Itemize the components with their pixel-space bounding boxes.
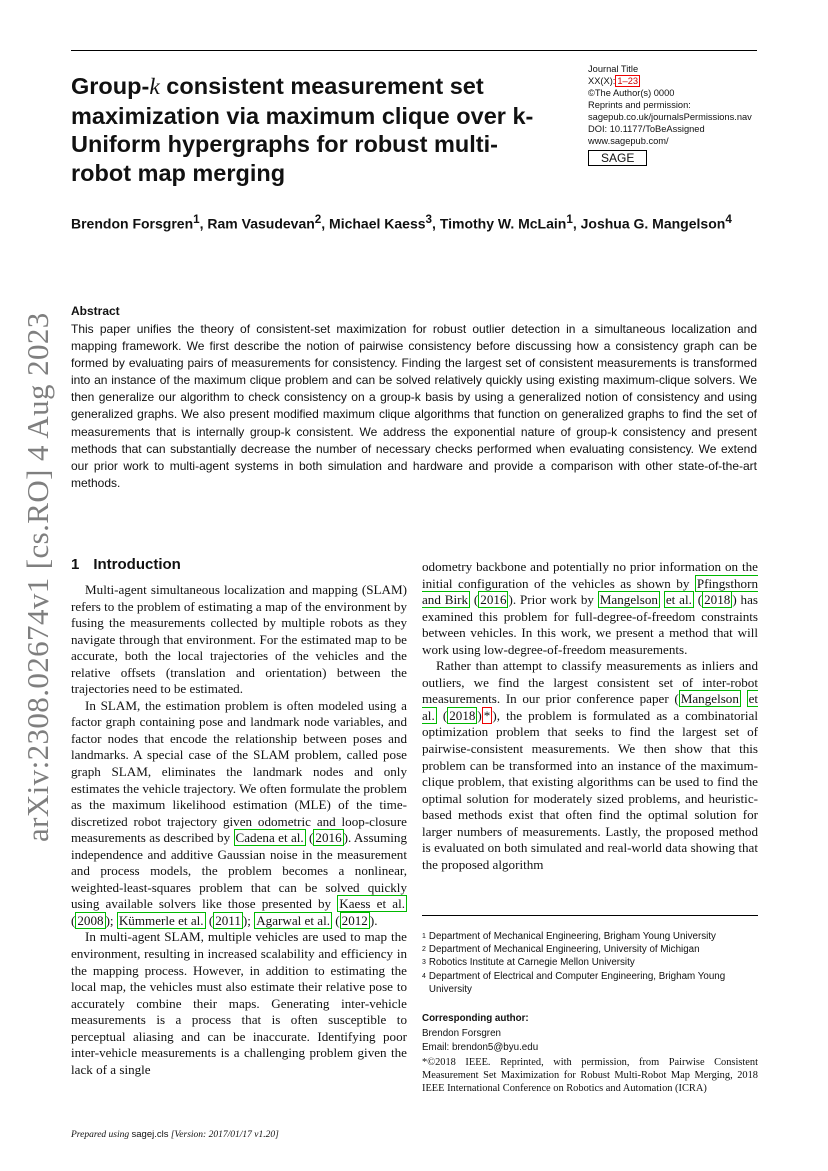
section-heading: 1 Introduction: [71, 556, 181, 573]
author-affiliation-mark: 1: [193, 213, 200, 226]
citation-year-link[interactable]: 2012: [341, 912, 368, 928]
footnote-rule: [422, 915, 758, 916]
citation-link[interactable]: Mangelson: [599, 592, 658, 608]
author-name: Timothy W. McLain: [439, 215, 567, 232]
journal-reprints: Reprints and permission:: [588, 100, 691, 110]
author-affiliation-mark: 1: [566, 213, 573, 226]
journal-info: [588, 63, 768, 166]
footnote-item: 3 Robotics Institute at Carnegie Mellon University: [422, 957, 635, 969]
citation-link[interactable]: Kaess et al.: [339, 896, 405, 912]
page-range-link[interactable]: 1–23: [617, 76, 639, 86]
prepared-using-footer: Prepared using sagej.cls [Version: 2017/01/17 v1.20]: [71, 1129, 279, 1140]
corresponding-email: Email: brendon5@byu.edu: [422, 1042, 539, 1053]
paper-title: Group-k consistent measurement set maximization via maximum clique over k-Uniform hypergraphs for robust multi-robot map merging: [71, 73, 534, 186]
journal-doi: DOI: 10.1177/ToBeAssigned: [588, 124, 705, 134]
author-name: Joshua G. Mangelson: [580, 215, 726, 232]
column-left: [71, 582, 407, 1078]
citation-link[interactable]: et al.: [422, 691, 759, 723]
paragraph: In SLAM, the estimation problem is often modeled using a factor graph containing pose and landmark node variables, and factor nodes that encode the relationship between poses and landmarks. A special case of the SLAM problem, called pose graph SLAM, eliminates the landmark nodes and only estimates the vehicle trajectory. We often formulate the problem as the maximum likelihood estimation (MLE) of the time-discretized robot trajectory given odometric and loop-closure measurements as described by Cadena et al. ( 2016 ). Assuming independence and additive Gaussian noise in the measurement and process models, the problem becomes a nonlinear, weighted-least-squares problem that can be solved quickly using available solvers like those presented by Kaess et al. ( 2008 ); Kümmerle et al. ( 2011 ); Agarwal et al. ( 2012 ).: [71, 697, 408, 928]
abstract-text: This paper unifies the theory of consistent-set maximization for robust outlier detection in a simultaneous localization and mapping framework. We first describe the notion of pairwise consistency before discussing how a consistency graph can be formed by evaluating pairs of measurements for consistency. Finding the largest set of consistent measurements is transformed into an instance of the maximum clique problem and can be solved relatively quickly using existing maximum-clique solvers. We then generalize our algorithm to check consistency on a group-k basis by using a generalized notion of consistency and using generalized graphs. We also present modified maximum clique algorithms that function on generalized graphs to find the set of measurements that is internally group-k consistent. We address the exponential nature of group-k consistency and present methods that can substantially decrease the number of necessary checks performed when evaluating consistency. We extend our prior work to multi-agent systems in both simulation and hardware and provide a comparison with other state-of-the-art methods.: [71, 322, 757, 490]
paragraph: Rather than attempt to classify measurements as inliers and outliers, we find the largest consistent set of inter-robot measurements. In our prior conference paper ( Mangelson et al. ( 2018 ) * ), the problem is formulated as a combinatorial optimization problem that seeks to find the largest set of pairwise-consistent measurements. We then show that this problem can be transformed into an instance of the maximum-clique problem, that existing algorithms can be used to find the optimal solution for moderately sized problems, and heuristic-based methods exist that often find the optimal solution for larger numbers of measurements. Lastly, the proposed method is evaluated on both simulated and real-world data showing that the proposed algorithm: [422, 658, 759, 872]
citation-year-link[interactable]: 2016: [315, 830, 342, 846]
citation-link[interactable]: Pfingsthorn and Birk: [422, 575, 758, 608]
paragraph: In multi-agent SLAM, multiple vehicles are used to map the environment, resulting in increased scalability and efficiency in the mapping process. However, in addition to estimating the local map, the vehicles must also estimate their relative pose to accurately combine their maps. Generating inter-vehicle measurements is a process that is often susceptible to perceptual aliasing and can be inaccurate. Identifying poor inter-vehicle measurements is a challenging problem given the lack of a single: [71, 929, 407, 1077]
footnote-item: 4 Department of Electrical and Computer Engineering, Brigham Young University: [422, 970, 726, 995]
arxiv-side-stamp: arXiv:2308.02674v1 [cs.RO] 4 Aug 2023: [20, 312, 55, 842]
footnotes: [422, 930, 758, 996]
citation-link[interactable]: Kümmerle et al.: [118, 912, 204, 928]
citation-link[interactable]: Mangelson: [680, 691, 739, 707]
abstract-heading: Abstract: [71, 304, 120, 318]
citation-year-link[interactable]: 2016: [480, 592, 507, 608]
citation-link[interactable]: Agarwal et al.: [256, 912, 330, 928]
citation-year-link[interactable]: 2011: [215, 912, 241, 928]
author-name: Brendon Forsgren: [71, 215, 194, 232]
footnote-item: 1 Department of Mechanical Engineering, Brigham Young University: [422, 931, 716, 942]
citation-link[interactable]: Cadena et al.: [235, 830, 304, 846]
author-list: Brendon Forsgren$^1$, Ram Vasudevan$^2$, Michael Kaess$^3$, Timothy W. McLain$^1$, Joshua G. Mangelson$^4$: [71, 213, 732, 232]
citation-link[interactable]: et al.: [665, 592, 692, 608]
author-affiliation-mark: 2: [314, 213, 322, 226]
header-rule: [71, 50, 757, 51]
author-affiliation-mark: 4: [725, 213, 732, 226]
journal-website: www.sagepub.com/: [588, 136, 669, 146]
corresponding-author: [422, 1012, 758, 1056]
citation-year-link[interactable]: 2018: [449, 707, 476, 723]
journal-title: Journal Title: [588, 64, 639, 74]
journal-volume: XX(X): 1–23: [588, 76, 639, 86]
citation-year-link[interactable]: 2008: [77, 912, 104, 928]
corresponding-name: Brendon Forsgren: [422, 1027, 501, 1039]
author-name: Ram Vasudevan: [207, 215, 315, 232]
author-affiliation-mark: 3: [425, 213, 433, 226]
copyright-notice: *©2018 IEEE. Reprinted, with permission, from Pairwise Consistent Measurement Set Maximization for Robust Multi-Robot Map Merging, 2018 IEEE International Conference on Robotics and Automation (ICRA): [422, 1057, 758, 1095]
author-name: Michael Kaess: [329, 215, 426, 232]
paragraph: Multi-agent simultaneous localization and mapping (SLAM) refers to the problem of estimating a map of the environment by fusing the measurements collected by multiple robots as they navigate through that environment. For the estimated map to be accurate, both the local trajectories of the vehicles and the relative offsets (translation and orientation) between the trajectories need to be estimated.: [71, 582, 407, 697]
journal-permissions-url: sagepub.co.uk/journalsPermissions.nav: [588, 112, 752, 122]
citation-year-link[interactable]: 2018: [704, 592, 731, 608]
corresponding-heading: Corresponding author:: [422, 1013, 529, 1024]
footnote-item: 2 Department of Mechanical Engineering, University of Michigan: [422, 944, 700, 956]
paragraph: odometry backbone and potentially no prior information on the initial configuration of the vehicles as shown by Pfingsthorn and Birk ( 2016 ). Prior work by Mangelson et al. ( 2018 ) has examined this problem for full-degree-of-freedom constraints between vehicles. In this work, we present a method that will work using low-degree-of-freedom measurements.: [422, 559, 759, 657]
footnote-link[interactable]: *: [483, 707, 491, 723]
publisher-logo: SAGE: [588, 150, 647, 166]
column-right: [422, 559, 758, 873]
journal-copyright: ©The Author(s) 0000: [588, 88, 675, 98]
